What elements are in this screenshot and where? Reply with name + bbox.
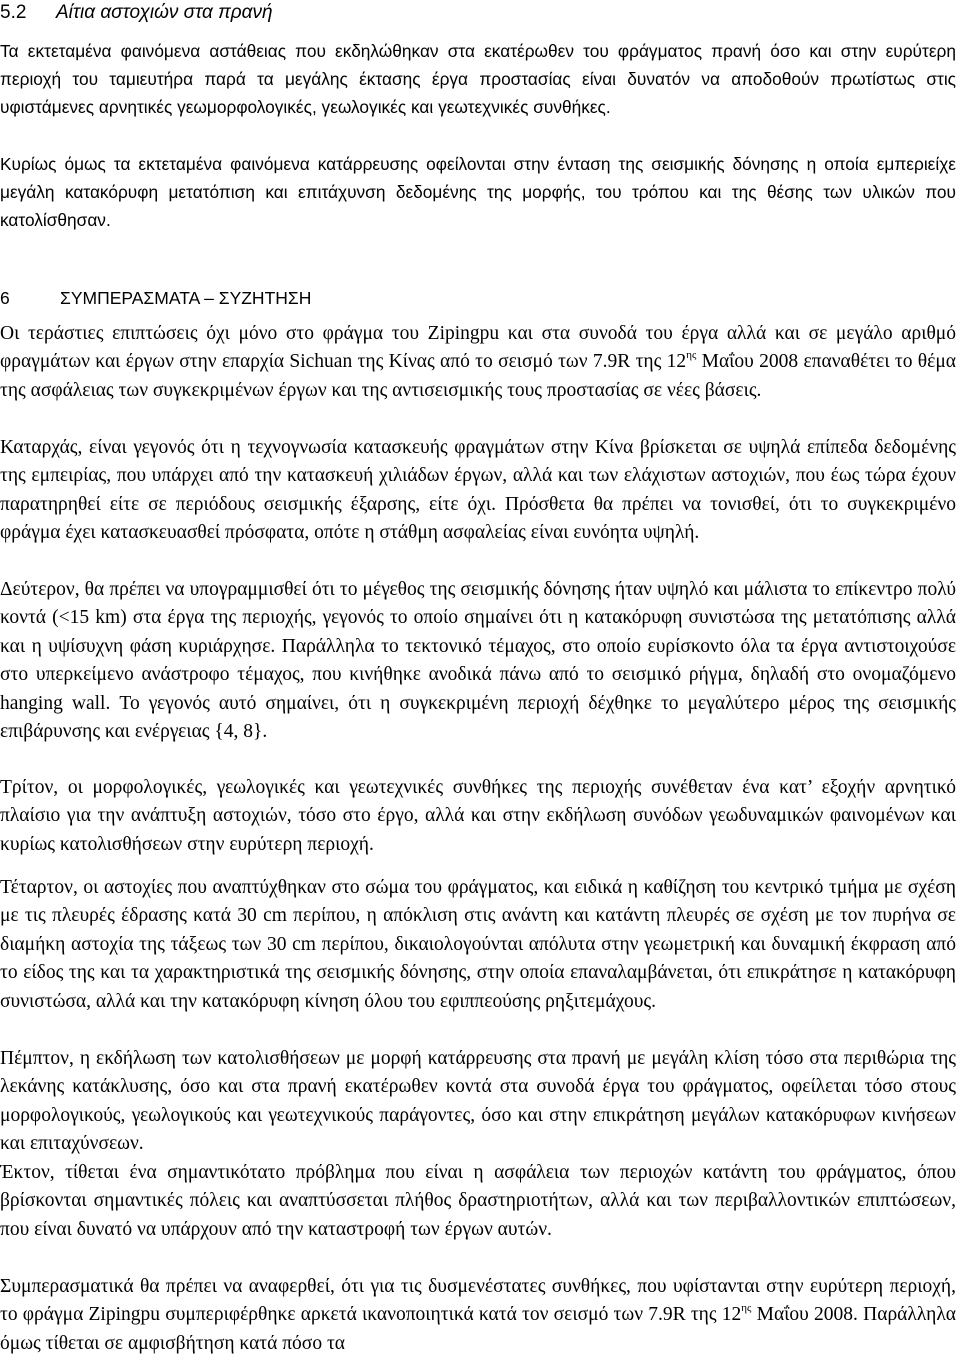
text-run: Συμπερασματικά θα πρέπει να αναφερθεί, ότι για τις δυσμενέστατες συνθήκες, που υφίστανται στην ευρύτερη περιοχή, το φράγμα Zipingpu συμπεριφέρθηκε αρκετά ικανοποιητικά κατά τον σεισμό των 7.9R της 12 [0,1276,956,1326]
text-run: Πρόσθετα θα πρέπει να τονισθεί, ότι το συγκεκριμένο φράγμα έχει κατασκευασθεί πρόσφατα, οπότε η στάθμη ασφαλείας είναι ευνόητα υψηλή. [0,493,956,544]
paragraph-first-point [0,434,956,548]
text-run: Καταρχάς, είναι γεγονός ότι η τεχνογνωσία κατασκευής φραγμάτων στην Κίνα βρίσκεται σε υψηλά επίπεδα δεδομένης της εμπειρίας, που υπάρχει από την κατασκευή χιλιάδων έργων, αλλά και των ελάχιστων αστοχιών, που έως τώρα έχουν παρατηρηθεί είτε σε περιόδους σεισμικής έξαρσης, είτε όχι. [0,437,956,515]
text-run: Παράλληλα το τεκτονικό τέμαχος, στο οποίο ευρίσκονto όλα τα έργα αντιστοιχούσε στο υπερκείμενο ανάστροφο τέμαχος, που κινήθηκε ανοδικά πάνω από το σεισμικό ρήγμα, δηλαδή στο ονομαζόμενο hanging wall. [0,635,957,714]
paragraph-fourth-point: Τέταρτον, οι αστοχίες που αναπτύχθηκαν στο σώμα του φράγματος, και ειδικά η καθίζηση του κεντρικό τμήμα με σχέση με τις πλευρές έδρασης κατά 30 cm περίπου, η απόκλιση στις ανάντη και κατάντη πλευρές σε σχέση με τον πυρήνα σε διαμήκη αστοχία της τάξεως των 30 cm περίπου, δικαιολογούνται απόλυτα στην γεωμετρική και δυναμική έκφραση από το είδος της και τα χαρακτηριστικά της σεισμικής δόνησης, στην οποία επαναλαμβάνεται, ότι επικράτησε η κατακόρυφη συνιστώσα, αλλά και την κατακόρυφη κίνηση όλου του εφιππεούσης ρηξιτεμάχους. [0,877,956,1012]
section-heading-6 [0,286,311,310]
text-run: Το γεγονός αυτό σημαίνει, ότι η συγκεκριμένη περιοχή δέχθηκε το μεγαλύτερο μέρος της σεισμικής επιβάρυνσης και ενέργειας {4, 8}. [0,692,956,743]
paragraph-conclusion [0,1273,956,1358]
paragraph-causes-instability: Τα εκτεταμένα φαινόμενα αστάθειας που εκδηλώθηκαν στα εκατέρωθεν του φράγματος πρανή όσο και στην ευρύτερη περιοχή του ταμιευτήρα παρά τα μεγάλης έκτασης έργα προστασίας είναι δυνατόν να αποδοθούν πρωτίστως στις υφιστάμενες αρνητικές γεωμορφολογικές, γεωλογικές και γεωτεχνικές συνθήκες. [0,41,956,117]
ordinal-suffix: ης [686,348,697,361]
paragraph-sixth-point: Έκτον, τίθεται ένα σημαντικότατο πρόβλημα που είναι η ασφάλεια των περιοχών κατάντη του φράγματος, όπου βρίσκονται σημαντικές πόλεις και αναπτύσσεται πλήθος δραστηριοτήτων, αλλά και των περιβαλλοντικών επιπτώσεων, που είναι δυνατό να υπάρχουν από την καταστροφή των έργων αυτών. [0,1162,956,1240]
section-title: Αίτια αστοχιών στα πρανή [56,2,273,23]
section-number: 5.2 [0,2,27,23]
text-run: Μαΐου 2008. [751,1304,864,1326]
paragraph-seismic-intensity: Κυρίως όμως τα εκτεταμένα φαινόμενα κατάρρευσης οφείλονται στην ένταση της σεισμικής δόνησης η οποία εμπεριείχε μεγάλη κατακόρυφη μετατόπιση και επιτάχυνση δεδομένης της μορφής, του τρόπου και της θέσης των υλικών που κατολίσθησαν. [0,154,956,230]
paragraph-impacts [0,320,956,405]
text-run: Παράλληλα όμως τίθεται σε αμφισβήτηση κατά πόσο τα [0,1304,956,1354]
section-heading-5-2 [0,1,273,25]
paragraph-second-point [0,576,956,746]
paragraph-fifth-point: Πέμπτον, η εκδήλωση των κατολισθήσεων με μορφή κατάρρευσης στα πρανή με μεγάλη κλίση τόσο στα περιθώρια της λεκάνης κατάκλυσης, όσο και στα πρανή εκατέρωθεν κοντά στα συνοδά έργα του φράγματος, οφείλεται τόσο στους μορφολογικούς, γεωλογικούς και γεωτεχνικούς παράγοντες, όσο και στην επικράτηση μεγάλων κατακόρυφων κινήσεων και επιταχύνσεων. [0,1048,956,1155]
section-title: ΣΥΜΠΕΡΑΣΜΑΤΑ – ΣΥΖΗΤΗΣΗ [60,288,312,308]
paragraph-third-point: Τρίτον, οι μορφολογικές, γεωλογικές και γεωτεχνικές συνθήκες της περιοχής συνέθεταν ένα κατ’ εξοχήν αρνητικό πλαίσιο για την ανάπτυξη αστοχιών, τόσο στο έργο, αλλά και στην εκδήλωση συνόδων γεωδυναμικών φαινομένων και κυρίως κατολισθήσεων στην ευρύτερη περιοχή. [0,777,956,855]
text-run: Οι τεράστιες επιπτώσεις όχι μόνο στο φράγμα του Zipingpu και στα συνοδά του έργα αλλά και σε μεγάλο αριθμό φραγμάτων και έργων στην επαρχία Sichuan της Κίνας από το σεισμό των 7.9R της 12 [0,323,956,373]
ordinal-suffix: ης [741,1301,752,1314]
section-number: 6 [0,288,10,308]
text-run: Μαΐου 2008 επαναθέτει το θέμα της ασφάλειας των συγκεκριμένων έργων και της αντισεισμικής τους προστασίας σε νέες βάσεις. [0,351,957,401]
text-run: Δεύτερον, θα πρέπει να υπογραμμισθεί ότι το μέγεθος της σεισμικής δόνησης ήταν υψηλό και μάλιστα το επίκεντρο πολύ κοντά (<15 km) στα έργα της περιοχής, γεγονός το οποίο σημαίνει ότι η κατακόρυφη συνιστώσα της μετατόπισης αλλά και η υψίσυχνη φάση κυριάρχησε. [0,579,956,657]
